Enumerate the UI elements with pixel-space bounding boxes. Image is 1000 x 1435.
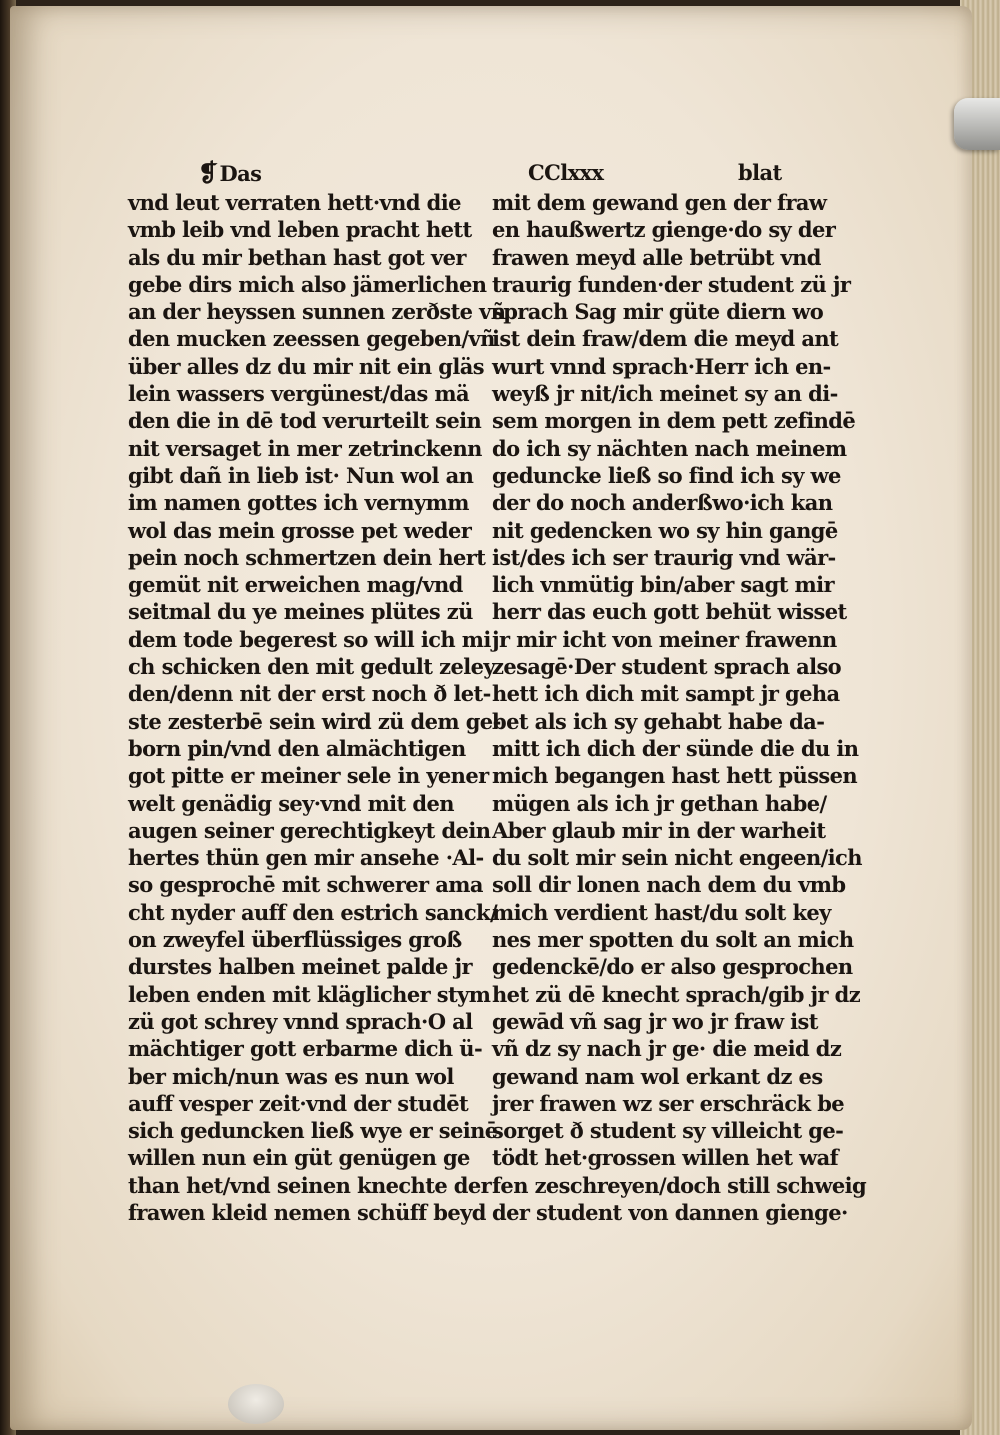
text-line: auff vesper zeit·vnd der studēt bbox=[128, 1090, 469, 1116]
text-line: lein wassers vergünest/das mä bbox=[128, 381, 470, 407]
text-line: im namen gottes ich vernymm bbox=[128, 490, 469, 516]
text-line: ste zesterbē sein wird zü dem ge- bbox=[128, 708, 501, 734]
text-line: vñ dz sy nach jr ge· die meid dz bbox=[492, 1036, 842, 1062]
text-line: den/denn nit der erst noch ð let- bbox=[128, 681, 491, 707]
text-line: fen zeschreyen/doch still schweig bbox=[492, 1172, 867, 1198]
text-line: der do noch anderßwo·ich kan bbox=[492, 490, 833, 516]
text-line: weyß jr nit/ich meinet sy an di- bbox=[492, 381, 838, 407]
text-line: on zweyfel überflüssiges groß bbox=[128, 927, 462, 953]
text-line: als du mir bethan hast got ver bbox=[128, 244, 466, 270]
text-line: ist/des ich ser traurig vnd wär- bbox=[492, 544, 836, 570]
text-line: nes mer spotten du solt an mich bbox=[492, 927, 854, 953]
text-line: het zü dē knecht sprach/gib jr dz bbox=[492, 981, 861, 1007]
text-line: ist dein fraw/dem die meyd ant bbox=[492, 326, 839, 352]
text-line: tödt het·grossen willen het waf bbox=[492, 1145, 839, 1171]
text-line: mügen als ich jr gethan habe/ bbox=[492, 790, 827, 816]
text-line: an der heyssen sunnen zerðste vñ bbox=[128, 299, 506, 325]
text-line: wurt vnnd sprach·Herr ich en- bbox=[492, 353, 831, 379]
left-text-block bbox=[128, 189, 506, 1226]
text-line: sem morgen in dem pett zefindē bbox=[492, 408, 856, 434]
text-line: jrer frawen wz ser erschräck be bbox=[492, 1090, 845, 1116]
text-line: gebe dirs mich also jämerlichen bbox=[128, 271, 487, 297]
text-line: den mucken zeessen gegeben/vñ bbox=[128, 326, 495, 352]
left-headword: Das bbox=[219, 161, 262, 186]
folio-number: CClxxx bbox=[528, 160, 604, 185]
text-line: got pitte er meiner sele in yener bbox=[128, 763, 489, 789]
page-clip bbox=[954, 98, 1000, 150]
text-line: geduncke ließ so find ich sy we bbox=[492, 462, 841, 488]
text-line: ch schicken den mit gedult zeley bbox=[128, 654, 495, 680]
text-line: der student von dannen gienge· bbox=[492, 1199, 848, 1225]
text-line: than het/vnd seinen knechte der bbox=[128, 1172, 492, 1198]
text-line: sorget ð student sy villeicht ge- bbox=[492, 1118, 844, 1144]
text-line: so gesprochē mit schwerer ama bbox=[128, 872, 483, 898]
text-line: nit versaget in mer zetrinckenn bbox=[128, 435, 482, 461]
text-line: mit dem gewand gen der fraw bbox=[492, 190, 827, 215]
right-headword: blat bbox=[738, 160, 782, 185]
text-line: dem tode begerest so will ich mi bbox=[128, 626, 491, 652]
text-line: do ich sy nächten nach meinem bbox=[492, 435, 847, 461]
text-line: gedenckē/do er also gesprochen bbox=[492, 954, 853, 980]
text-line: mich begangen hast hett püssen bbox=[492, 763, 858, 789]
text-line: augen seiner gerechtigkeyt dein bbox=[128, 817, 491, 843]
text-line: en haußwertz gienge·do sy der bbox=[492, 217, 836, 243]
left-running-head bbox=[128, 156, 468, 189]
text-line: über alles dz du mir nit ein gläs bbox=[128, 353, 484, 379]
left-column bbox=[128, 156, 506, 1226]
thumb-tab bbox=[228, 1384, 284, 1424]
text-line: herr das euch gott behüt wisset bbox=[492, 599, 847, 625]
text-line: durstes halben meinet palde jr bbox=[128, 954, 472, 980]
text-line: willen nun ein güt genügen ge bbox=[128, 1145, 470, 1171]
text-line: gemüt nit erweichen mag/vnd bbox=[128, 572, 463, 598]
text-line: den die in dē tod verurteilt sein bbox=[128, 408, 482, 434]
text-line: wol das mein grosse pet weder bbox=[128, 517, 472, 543]
text-line: lich vnmütig bin/aber sagt mir bbox=[492, 572, 834, 598]
text-line: vmb leib vnd leben pracht hett bbox=[128, 217, 472, 243]
right-text-block bbox=[492, 189, 867, 1226]
text-line: mächtiger gott erbarme dich ü- bbox=[128, 1036, 483, 1062]
text-line: sich geduncken ließ wye er seinē bbox=[128, 1118, 498, 1144]
text-line: gewand nam wol erkant dz es bbox=[492, 1063, 823, 1089]
text-line: du solt mir sein nicht engeen/ich bbox=[492, 845, 862, 871]
text-line: hett ich dich mit sampt jr geha bbox=[492, 681, 840, 707]
text-line: Aber glaub mir in der warheit bbox=[492, 817, 826, 843]
text-line: cht nyder auff den estrich sanck/ bbox=[128, 899, 498, 925]
text-line: welt genädig sey·vnd mit den bbox=[128, 790, 454, 816]
text-line: gewād vñ sag jr wo jr fraw ist bbox=[492, 1008, 818, 1034]
text-line: leben enden mit kläglicher stym bbox=[128, 981, 491, 1007]
text-line: born pin/vnd den almächtigen bbox=[128, 735, 466, 761]
pilcrow-icon: ❡ bbox=[198, 158, 218, 187]
text-line: mich verdient hast/du solt key bbox=[492, 899, 831, 925]
text-line: sprach Sag mir güte diern wo bbox=[492, 299, 824, 325]
text-line: zü got schrey vnnd sprach·O al bbox=[128, 1008, 473, 1034]
text-line: seitmal du ye meines plütes zü bbox=[128, 599, 473, 625]
book-page bbox=[10, 6, 972, 1430]
text-line: frawen kleid nemen schüff beyd bbox=[128, 1199, 486, 1225]
text-line: jr mir icht von meiner frawenn bbox=[492, 626, 837, 652]
text-line: mitt ich dich der sünde die du in bbox=[492, 735, 859, 761]
right-column bbox=[492, 156, 867, 1226]
text-line: bet als ich sy gehabt habe da- bbox=[492, 708, 825, 734]
text-line: zesagē·Der student sprach also bbox=[492, 654, 842, 680]
text-line: vnd leut verraten hett·vnd die bbox=[128, 190, 461, 215]
text-line: hertes thün gen mir ansehe ·Al- bbox=[128, 845, 484, 871]
text-line: frawen meyd alle betrübt vnd bbox=[492, 244, 821, 270]
text-line: soll dir lonen nach dem du vmb bbox=[492, 872, 846, 898]
text-line: traurig funden·der student zü jr bbox=[492, 271, 851, 297]
text-line: gibt dañ in lieb ist· Nun wol an bbox=[128, 462, 474, 488]
right-running-head bbox=[492, 156, 826, 189]
text-line: ber mich/nun was es nun wol bbox=[128, 1063, 454, 1089]
text-line: nit gedencken wo sy hin gangē bbox=[492, 517, 838, 543]
text-line: pein noch schmertzen dein hert bbox=[128, 544, 486, 570]
